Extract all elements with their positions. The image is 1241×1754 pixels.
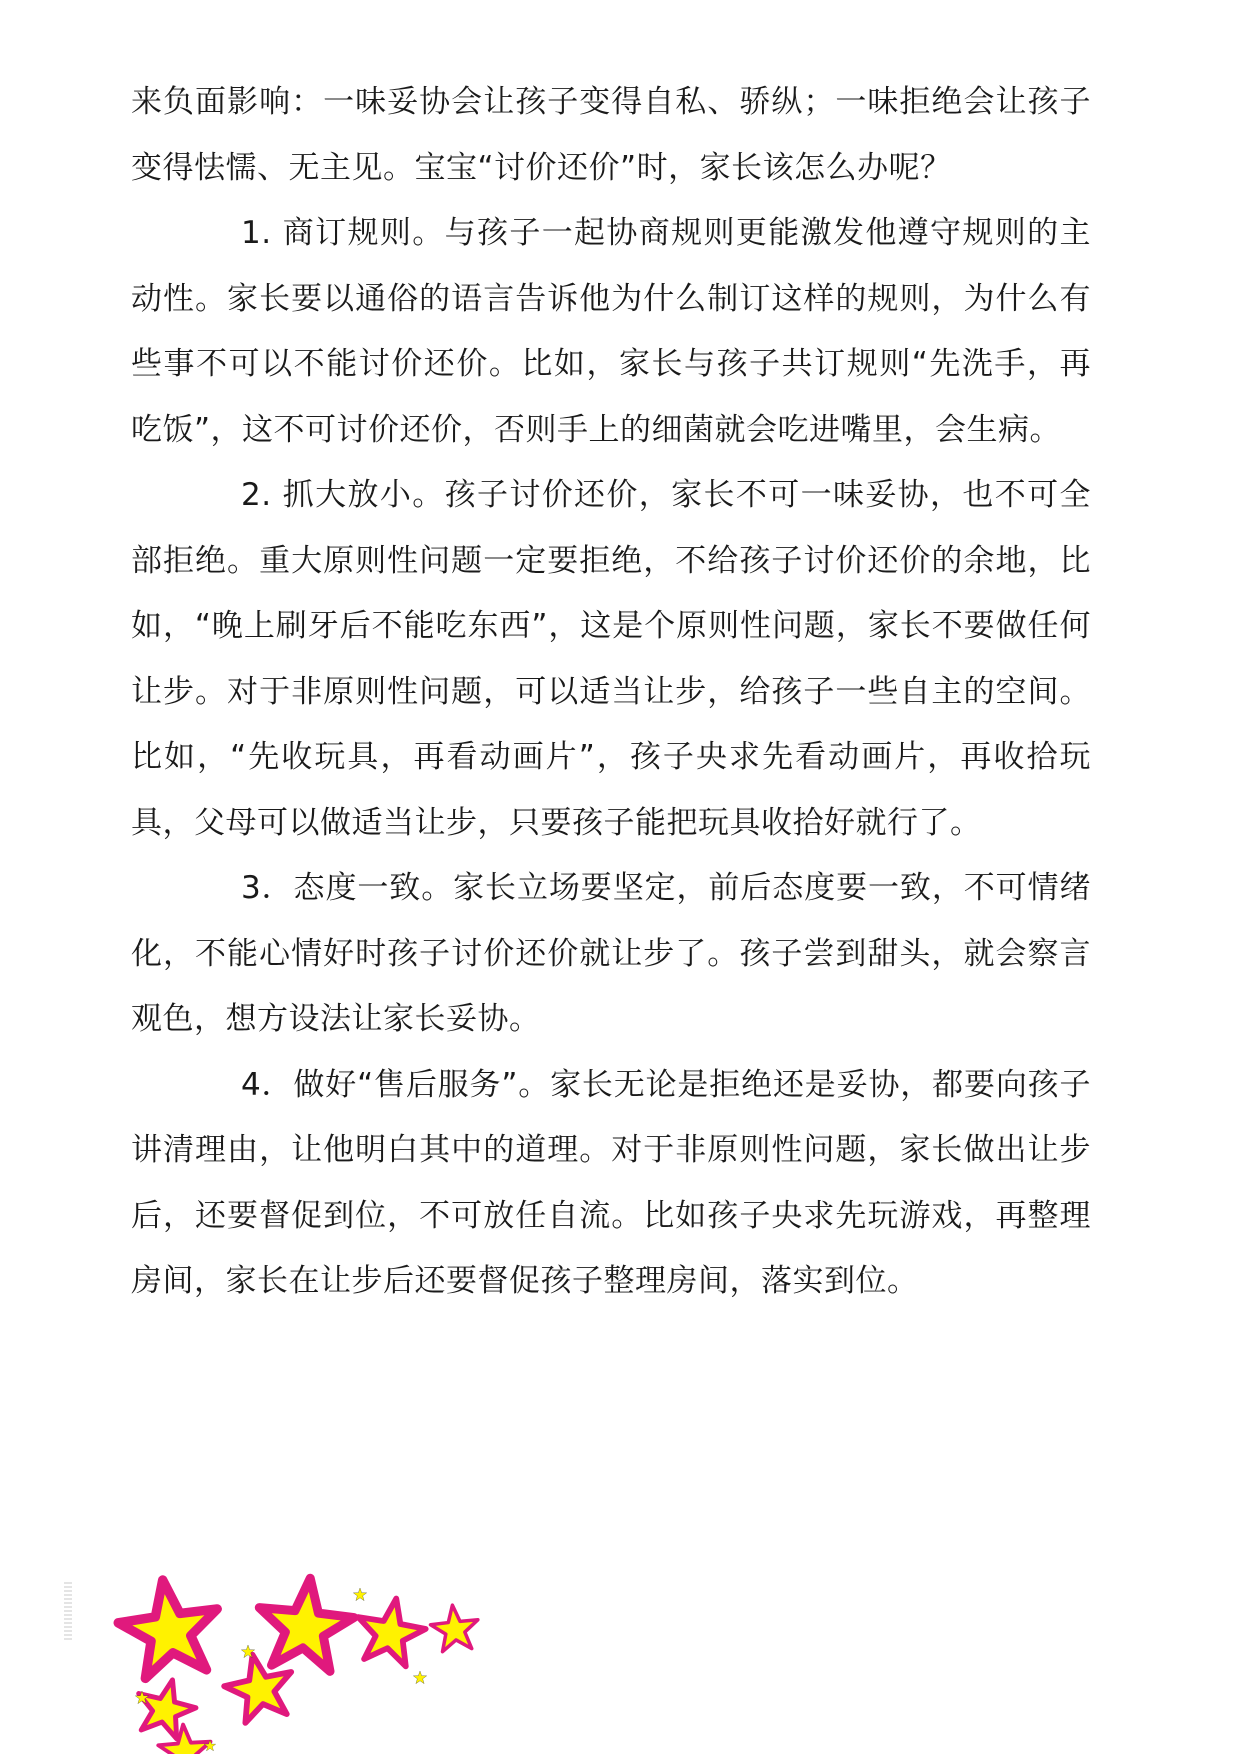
paragraph-point-1: 1. 商订规则。与孩子一起协商规则更能激发他遵守规则的主动性。家长要以通俗的语言告诉他为什么制订这样的规则，为什么有些事不可以不能讨价还价。比如，家长与孩子共订规则“先洗手，再吃饭”，这不可讨价还价，否则手上的细菌就会吃进嘴里，会生病。 (131, 215, 1091, 448)
document-body (131, 70, 1091, 1315)
paragraph-point-3: 3．态度一致。家长立场要坚定，前后态度要一致，不可情绪化，不能心情好时孩子讨价还价就让步了。孩子尝到甜头，就会察言观色，想方设法让家长妥协。 (131, 870, 1091, 1037)
paragraph-point-2: 2. 抓大放小。孩子讨价还价，家长不可一味妥协，也不可全部拒绝。重大原则性问题一定要拒绝，不给孩子讨价还价的余地，比如，“晚上刷牙后不能吃东西”，这是个原则性问题，家长不要做任何让步。对于非原则性问题，可以适当让步，给孩子一些自主的空间。比如，“先收玩具，再看动画片”，孩子央求先看动画片，再收拾玩具，父母可以做适当让步，只要孩子能把玩具收拾好就行了。 (131, 477, 1091, 841)
stars-cluster-icon (60, 1570, 480, 1754)
paragraph-intro: 来负面影响：一味妥协会让孩子变得自私、骄纵；一味拒绝会让孩子变得怯懦、无主见。宝宝“讨价还价”时，家长该怎么办呢？ (131, 84, 1091, 186)
paragraph-point-4: 4．做好“售后服务”。家长无论是拒绝还是妥协，都要向孩子讲清理由，让他明白其中的道理。对于非原则性问题，家长做出让步后，还要督促到位，不可放任自流。比如孩子央求先玩游戏，再整理房间，家长在让步后还要督促孩子整理房间，落实到位。 (131, 1066, 1091, 1299)
